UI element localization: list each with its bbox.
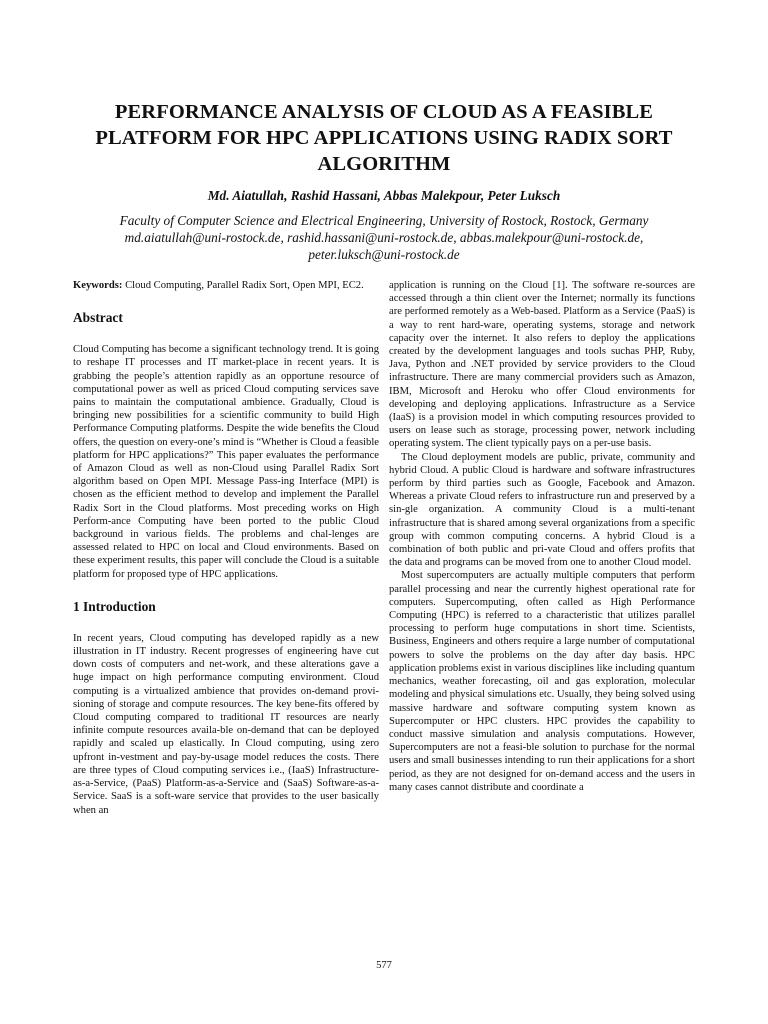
email-line: md.aiatullah@uni-rostock.de, rashid.hassani@uni-rostock.de, abbas.malekpour@uni-rostock.de,	[124, 230, 644, 245]
body-paragraph: Most supercomputers are actually multiple computers that perform parallel processing and near the currently highest operational rate for computers. Supercomputing, often called as High Performance Computing (HPC) is referred to a characteristic that utilizes parallel processing to perform huge computations in short time. Scientists, Business, Engineers and others require a large number of computational powers to solve the problems on the day after day basis. HPC application problems exist in various disciplines like including quantum mechanics, weather forecasting, oil and gas exploration, molecular modeling and physical simulations etc. Usually, they being solved using massive hardware and software computing system known as Supercomputer or HPC clusters. HPC provides the capability to conduct massive simulation and analysis computations. However, Supercomputers are not a feasi-ble solution to purchase for the normal users and small businesses intending to run their applications for a short period, as they are not designed for on-demand access and the users in many cases cannot distribute and coordinate a	[389, 570, 695, 793]
abstract-text: Cloud Computing has become a significant technology trend. It is going to reshape IT processes and IT market-place in recent years. It is grabbing the people’s attention rapidly as an opportune resource of computational power as well as priced Cloud computing services save pains to maintain the computational ambience. Gradually, Cloud is bringing new possibilities for a scientific community to build High Performance Computing platforms. Despite the wide benefits the Cloud offers, the question on every-one’s mind is “Whether is Cloud a feasible platform for HPC applications?” This paper evaluates the performance of Amazon Cloud as well as non-Cloud using Parallel Radix Sort algorithm based on Open MPI. Message Pass-ing Interface (MPI) is chosen as the efficient method to develop and implement the Parallel Radix Sort in the Cloud platforms. Most preceding works on High Perform-ance Computing have been ported to the public Cloud background in various fields. The problems and chal-lenges are assessed related to HPC on local and Cloud environments. Based on these experiment results, this paper will conclude the Cloud is a suitable platform for proposed type of HPC applications.	[73, 344, 379, 580]
introduction-text: In recent years, Cloud computing has developed rapidly as a new illustration in IT industry. Recent progresses of engineering have cut down costs of computers and net-work, and these alterations gave a huge impact on high performance computing environment. Cloud computing is a virtualized ambience that provides on-demand provi-sioning of storage and compute resources. The key bene-fits offered by Cloud computing compared to traditional IT resources are nearly infinite compute resources availa-ble on-demand that can be deployed rapidly and scaled up elastically. In Cloud computing, using zero upfront in-vestment and pay-by-usage model reduces the costs. There are three types of Cloud computing services i.e., (IaaS) Infrastructure-as-a-Service, (PaaS) Platform-as-a-Service and (SaaS) Software-as-a-Service. SaaS is a soft-ware service that provides to the user basically when an	[73, 632, 379, 816]
paper-title: PERFORMANCE ANALYSIS OF CLOUD AS A FEASIBLE PLATFORM FOR HPC APPLICATIONS USING RADIX SORT ALGORITHM	[95, 101, 673, 175]
keywords-text: Cloud Computing, Parallel Radix Sort, Open MPI, EC2.	[125, 280, 364, 291]
affiliation-block	[40, 212, 728, 263]
introduction-heading: 1 Introduction	[73, 598, 156, 614]
keywords	[73, 279, 379, 292]
keywords-label: Keywords:	[73, 280, 123, 291]
right-column	[389, 279, 695, 794]
affiliation-line: Faculty of Computer Science and Electrical Engineering, University of Rostock, Rostock, Germany	[119, 213, 649, 228]
body-paragraph: application is running on the Cloud [1]. The software re-sources are accessed through a thin client over the Internet; normally its functions are performed remotely as a Web-based. Platform as a Service (PaaS) is a way to rent hard-ware, operating systems, storage and network capacity over the internet. It also refers to deploy the applications created by the development languages and tools suchas PHP, Ruby, Java, Python and .NET provided by service providers to the Cloud infrastructure. There are many commercial providers such as Amazon, IBM, Microsoft and Heroku who offer Cloud environments for developing and deploying applications. Infrastructure as a Service (IaaS) is a provision model in which computing resources provided to users on lease such as storage, processing power, network including operating system. The client typically pays on a per-use basis.	[389, 280, 695, 450]
page-number: 577	[376, 960, 392, 971]
body-paragraph: The Cloud deployment models are public, private, community and hybrid Cloud. A public Cloud is hardware and software infrastructures perform by third parties such as Google, Facebook and Amazon. Whereas a private Cloud refers to infrastructure run and preserved by a sin-gle organization. A community Cloud is a multi-tenant infrastructure that is shared among several organizations from a specific group with common computing concerns. A hybrid Cloud is a combination of both public and pri-vate Cloud and offers profits that the data and programs can be moved from one to another Cloud model.	[389, 451, 695, 569]
email-line: peter.luksch@uni-rostock.de	[308, 247, 460, 262]
left-column	[73, 279, 379, 817]
author-list: Md. Aiatullah, Rashid Hassani, Abbas Malekpour, Peter Luksch	[207, 188, 561, 203]
abstract-heading: Abstract	[73, 310, 123, 326]
